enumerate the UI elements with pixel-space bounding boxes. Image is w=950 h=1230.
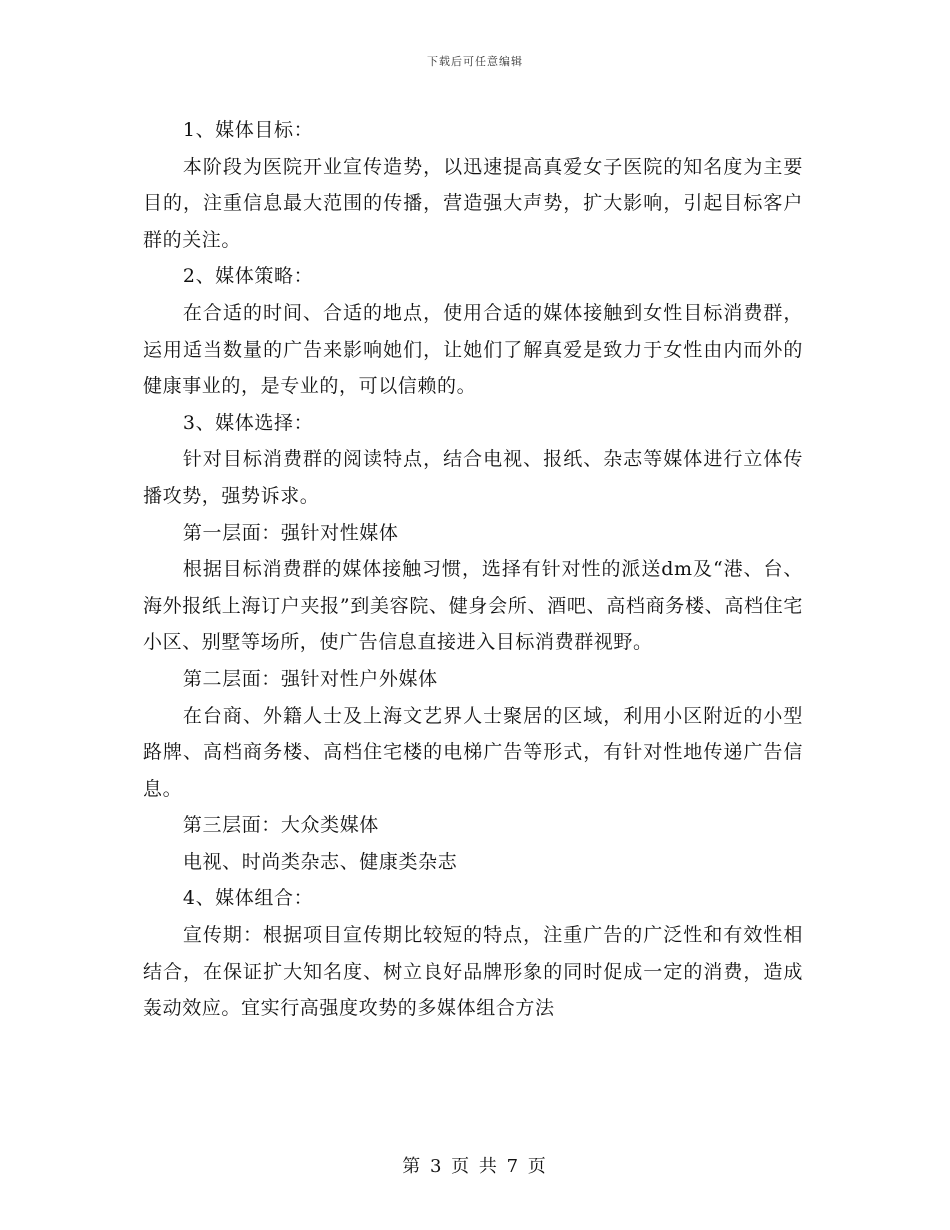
paragraph-level-two: 在台商、外籍人士及上海文艺界人士聚居的区域，利用小区附近的小型路牌、高档商务楼、高档住宅楼的电梯广告等形式，有针对性地传递广告信息。 bbox=[143, 704, 803, 800]
paragraph-media-selection: 针对目标消费群的阅读特点，结合电视、报纸、杂志等媒体进行立体传播攻势，强势诉求。 bbox=[143, 448, 803, 507]
heading-media-strategy: 2、媒体策略： bbox=[182, 265, 314, 288]
header-note: 下载后可任意编辑 bbox=[427, 55, 523, 68]
paragraph-media-goal: 本阶段为医院开业宣传造势，以迅速提高真爱女子医院的知名度为主要目的，注重信息最大范围的传播，营造强大声势，扩大影响，引起目标客户群的关注。 bbox=[143, 155, 803, 251]
document-body bbox=[143, 112, 803, 1027]
heading-media-selection: 3、媒体选择： bbox=[182, 411, 314, 434]
heading-level-one: 第一层面：强针对性媒体 bbox=[182, 521, 399, 544]
page-number: 第 3 页 共 7 页 bbox=[402, 1156, 548, 1177]
paragraph-level-three: 电视、时尚类杂志、健康类杂志 bbox=[182, 850, 458, 873]
heading-media-mix: 4、媒体组合： bbox=[182, 887, 314, 910]
paragraph-media-strategy: 在合适的时间、合适的地点，使用合适的媒体接触到女性目标消费群，运用适当数量的广告来影响她们，让她们了解真爱是致力于女性由内而外的健康事业的，是专业的，可以信赖的。 bbox=[143, 301, 803, 398]
paragraph-level-one: 根据目标消费群的媒体接触习惯，选择有针对性的派送dm及“港、台、海外报纸上海订户夹报”到美容院、健身会所、酒吧、高档商务楼、高档住宅小区、别墅等场所，使广告信息直接进入目标消费群视野。 bbox=[143, 558, 803, 654]
heading-level-two: 第二层面：强针对性户外媒体 bbox=[182, 667, 438, 690]
heading-level-three: 第三层面：大众类媒体 bbox=[182, 814, 379, 837]
heading-media-goal: 1、媒体目标： bbox=[182, 119, 314, 141]
paragraph-media-mix: 宣传期：根据项目宣传期比较短的特点，注重广告的广泛性和有效性相结合，在保证扩大知名度、树立良好品牌形象的同时促成一定的消费，造成轰动效应。宜实行高强度攻势的多媒体组合方法 bbox=[143, 924, 803, 1020]
